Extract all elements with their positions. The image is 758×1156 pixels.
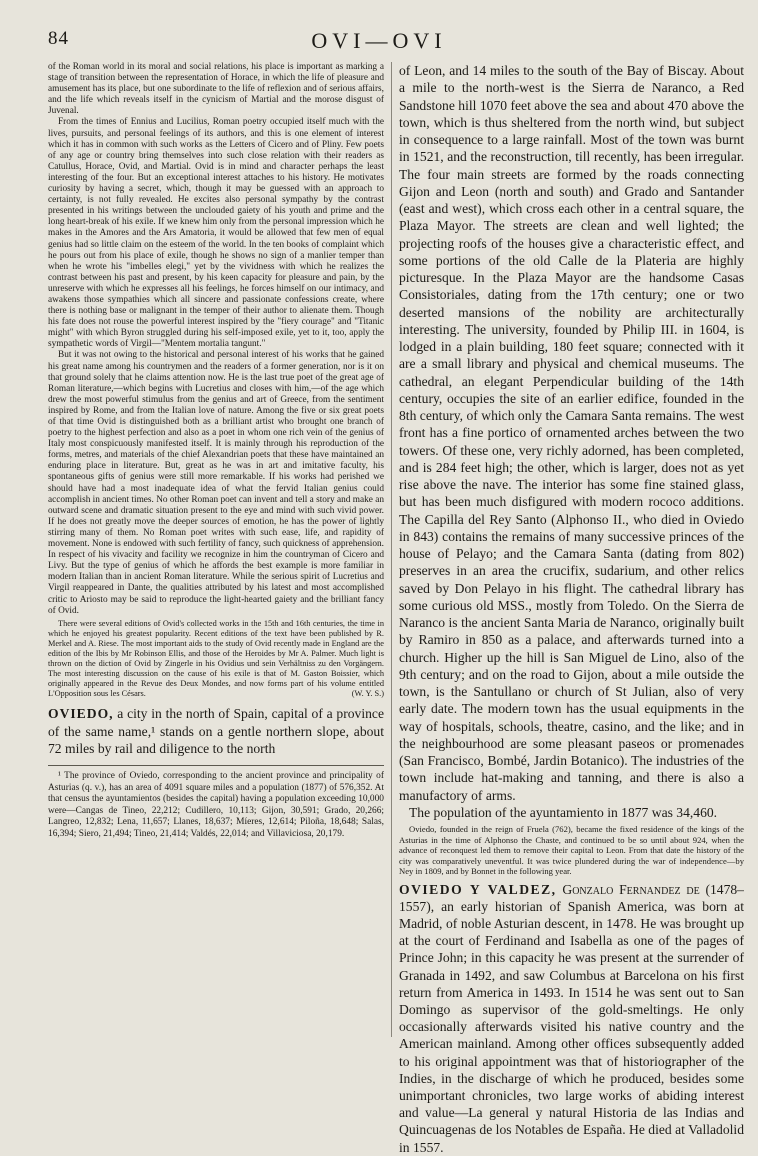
footnote-rule: [48, 765, 384, 766]
page-header: [0, 28, 758, 58]
ovid-paragraph-1: of the Roman world in its moral and social relations, his place is important as marking a stage of transition between the representation of Horace, in which the life of pleasure and amusement has its place, but one subordinate to the life of reflexion and of serious affairs, and the life which reveals itself in the cynicism of Martial and the morose disgust of Juvenal.: [48, 62, 384, 117]
oviedo-population: The population of the ayuntamiento in 1877 was 34,460.: [409, 804, 718, 820]
oviedo-y-valdez-entry: [399, 881, 744, 1156]
column-divider: [391, 62, 392, 1037]
valdez-name: Gonzalo Fernandez de: [562, 881, 700, 897]
ovid-paragraph-3: But it was not owing to the historical and personal interest of his works that he gained his great name among his countrymen and the readers of a former generation, nor is it on that ground solely that he claims attention now. He is the last true poet of the great age of Roman literature,—which begins with Lucretius and closes with him,—of the age which drew the most powerful stimulus from the genius and art of Greece, from the sentiment inspired by Rome, and from the Italian love of nature. Among the five or six great poets of that time Ovid is distinguished both as a brilliant artist who brought one branch of poetry to the highest perfection and also as a poet in whom one rich vein of the genius of Italy most conspicuously manifested itself. It is mainly through his reproduction of the forms, metres, and materials of the chief Alexandrian poets that these have maintained an enduring place in literature. But, great as he was in art and imitative faculty, his spontaneous gifts of genius were still more remarkable. If his works had perished we should have had a most inadequate idea of what the fervid Italian genius could accomplish in ancient times. No other Roman poet can invent and tell a story and make an outward scene and dramatic situation present to the eye and mind with such vivid power. If he does not greatly move the deeper sources of emotion, he has the power of lightly stirring many of them. No Roman poet writes with such ease, life, and rapidity of movement. None is endowed with such fertility of fancy, such quickness of apprehension. In respect of his vivacity and facility we recognize in him the countryman of Cicero and Livy. But the type of genius of which he affords the best example is more familiar in modern Italian than in ancient Roman literature. While the serious spirit of Lucretius and Virgil reappeared in Dante, the qualities attributed by his latest and most accomplished critic to Ariosto may be said to reproduce the light-hearted gaiety and the brilliant fancy of Ovid.: [48, 350, 384, 616]
page-number: 84: [48, 28, 69, 49]
valdez-entry-text: (1478–1557), an early historian of Spanish America, was born at Madrid, of noble Asturian descent, in 1478. He was brought up at the court of Ferdinand and Isabella as one of the pages of Prince John; in this capacity he was present at the surrender of Granada in 1492, and saw Columbus at Barcelona on his first return from America in 1493. In 1514 he was sent out to San Domingo as supervisor of the gold-smeltings. He only occasionally afterwards visited his native country and the American mainland. Among other offices subsequently added to his original appointment was that of historiographer of the Indies, in the discharge of which he produced, besides some unimportant chronicles, two large works of abiding interest and value—La general y natural Historia de las Indias and Quincuagenas de los Notables de España. He died at Valladolid in 1557.: [399, 881, 744, 1155]
author-signature: (W. Y. S.): [351, 689, 384, 699]
editions-note-text: There were several editions of Ovid's collected works in the 15th and 16th centuries, the time in which he enjoyed his greatest popularity. Recent editions of the text have been published by R. Merkel and A. Riese. The most important aids to the study of Ovid recently made in England are the edition of the Ibis by Mr Robinson Ellis, and those of the Heroides by Mr A. Palmer. Much light is thrown on the diction of Ovid by Zingerle in his Ovidius und sein Verhältniss zu den Vorgängern. The most interesting discussion on the cause of his exile is that of M. Gaston Boissier, which originally appeared in the Revue des Deux Mondes, and now forms part of his volume entitled L'Opposition sous les Césars.: [48, 618, 384, 699]
ovid-paragraph-2: From the times of Ennius and Lucilius, Roman poetry occupied itself much with the lives, pursuits, and personal feelings of its authors, and this is one element of interest which it has in common with such works as the Letters of Cicero and of Pliny. Few poets of any age or country bring themselves into such close relation with their readers as Catullus, Horace, Ovid, and Martial. Ovid is in mind and character perhaps the least interesting of the four. But an exceptional interest attaches to his history. He motivates curiosity by having a secret, which, though it may be guessed with an approach to certainty, is not fully revealed. He excites also personal sympathy by the contrast presented in his writings between the unclouded gaiety of his youth and prime and the long heart-break of his exile. If we knew him only from the personal impression which he makes in the Amores and the Ars Amatoria, it would be allowed that few men of equal genius had so little claim on the esteem of the world. In the ten books of complaint which he pours out from his place of exile, though he shows no sign of a manlier temper than when he wrote his "imbelles elegi," yet by the vividness with which he realizes the contrast between his past and present, by his keen capacity for pleasure and pain, by the unreserve with which he expresses all his feelings, he forces himself on our intimacy, and awakens those sympathies which all sincere and passionate confessions create, where there is nothing base or malignant in the temper of their author to alienate them. Though his fate does not rouse the powerful interest inspired by the "fiery courage" and "Titanic might" with which Byron struggled during his self-imposed exile, yet to it, too, apply the sympathetic words of Virgil—"Mentem mortalia tangunt.": [48, 117, 384, 350]
oviedo-headword: OVIEDO,: [48, 706, 114, 722]
oviedo-entry: [48, 705, 384, 757]
left-column: [48, 62, 384, 1052]
oviedo-footnote: ¹ The province of Oviedo, corresponding to the ancient province and principality of Asturias (q. v.), has an area of 4091 square miles and a population (1877) of 576,352. At that census the ayuntamientos (besides the capital) having a population exceeding 10,000 were—Cangas de Tineo, 22,212; Cudillero, 10,113; Gijon, 30,591; Grado, 20,266; Langreo, 12,832; Lena, 11,657; Llanes, 18,637; Míeres, 12,614; Piloña, 18,648; Salas, 16,394; Siero, 21,494; Tineo, 21,414; Valdés, 22,014; and Villaviciosa, 20,179.: [48, 771, 384, 839]
oviedo-continuation: of Leon, and 14 miles to the south of the Bay of Biscay. About a mile to the north-west is the Sierra de Naranco, a Red Sandstone hill 1070 feet above the sea and about 470 above the town, which is thus sheltered from the north wind, but subject in consequence to a large rainfall. Most of the town was burnt in 1521, and the reconstruction, till recently, has been irregular. The four main streets are formed by the roads connecting Gijon and Leon (north and south) and Grado and Santander (east and west), which cross each other in a central square, the Plaza Mayor. The streets are clean and well lighted; the projecting roofs of the houses give a characteristic effect, and some portions of the old Calle de la Plateria are highly picturesque. In the Plaza Mayor are the handsome Casas Consistoriales, dating from the 17th century; one or two deserted mansions of the nobility are architecturally interesting. The university, founded by Philip III. in 1604, is lodged in a plain building, 180 feet square; connected with it are a small library and physical and chemical museums. The cathedral, an elegant Perpendicular building of the 14th century, occupies the site of an earlier edifice, founded in the 8th century, of which only the Camara Santa remains. The west front has a fine portico of ornamented arches between the two towers. Of these one, very richly adorned, has been completed, and is 284 feet high; the other, which is larger, does not as yet rise above the nave. The interior has some fine stained glass, but has been much disfigured with modern rococo additions. The Capilla del Rey Santo (Alphonso II., who died in Oviedo in 843) contains the remains of many successive princes of the house of Pelayo; and the Camara Santa (dating from 802) preserves in an area the crucifix, sudarium, and other relics saved by Don Pelayo in his flight. The cathedral library has some curious old MSS., mostly from Toledo. On the Sierra de Naranco is the ancient Santa Maria de Naranco, originally built by Ramiro in 850 as a palace, and afterwards turned into a church. Higher up the hill is San Miguel de Lino, also of the 9th century; and on the road to Gijon, about a mile outside the town, is the Santullano or church of St Julian, also of very early date. The modern town has the usual equipments in the way of hospitals, schools, theatre, casino, and the like; and in the neighbourhood are some pleasant paseos or promenades (San Francisco, Bombé, Jardin Botanico). The industries of the town include hat-making and tanning, and there is also a manufactory of arms.: [399, 63, 744, 803]
valdez-headword: OVIEDO Y VALDEZ,: [399, 881, 557, 897]
oviedo-entry-text: a city in the north of Spain, capital of a province of the same name,¹ stands on a gentle northern slope, about 72 miles by rail and diligence to the north: [48, 706, 384, 756]
oviedo-history-note: Oviedo, founded in the reign of Fruela (762), became the fixed residence of the kings of the Asturias in the time of Alphonso the Chaste, and continued to be so until about 924, when the advance of reconquest led them to remove their capital to Leon. From that date the history of the city was comparatively uneventful. It was twice plundered during the war of independence—by Ney in 1809, and by Bonnet in the following year.: [399, 824, 744, 876]
ovid-editions-note: [48, 619, 384, 700]
running-title: OVI—OVI: [311, 28, 447, 53]
right-column: [399, 62, 744, 1155]
